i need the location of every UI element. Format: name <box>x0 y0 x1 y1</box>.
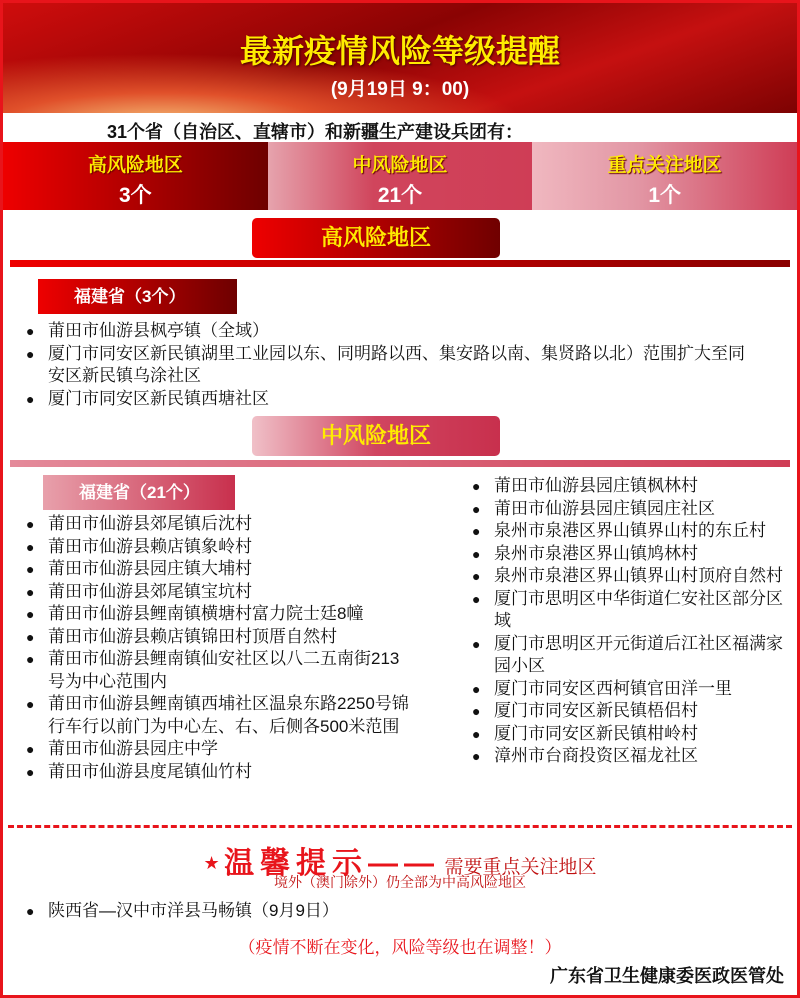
intro-text: 31个省（自治区、直辖市）和新疆生产建设兵团有： <box>107 122 524 142</box>
list-item: ● 莆田市仙游县赖店镇象岭村 <box>26 536 416 559</box>
list-item: ● 厦门市思明区开元街道后江社区福满家园小区 <box>472 633 787 678</box>
stat-label: 重点关注地区 <box>607 155 722 176</box>
list-item: ● 莆田市仙游县郊尾镇宝坑村 <box>26 581 416 604</box>
tip-title: 温馨提示—— <box>224 847 441 880</box>
list-item: ● 漳州市台商投资区福龙社区 <box>472 745 787 768</box>
tip-subtitle: 需要重点关注地区 <box>444 857 597 878</box>
star-icon: ★ <box>203 853 220 873</box>
province-label: 福建省（21个） <box>43 475 235 510</box>
list-item: ● 莆田市仙游县鲤南镇西埔社区温泉东路2250号锦行车行以前门为中心左、右、后侧各500米范围 <box>26 693 416 738</box>
page-title: 最新疫情风险等级提醒 <box>239 33 560 69</box>
stat-value: 3个 <box>118 184 152 207</box>
divider <box>10 260 790 267</box>
medium-risk-list-left <box>26 513 416 783</box>
focus-list <box>26 900 726 923</box>
stat-focus <box>532 142 797 210</box>
warning-note: （疫情不断在变化，风险等级也在调整！） <box>238 938 562 957</box>
list-item: ● 厦门市同安区新民镇西塘社区 <box>26 388 746 411</box>
divider <box>10 460 790 467</box>
stat-high <box>3 142 268 210</box>
stat-medium <box>268 142 533 210</box>
list-item: ● 莆田市仙游县赖店镇锦田村顶厝自然村 <box>26 626 416 649</box>
stat-value: 21个 <box>377 184 423 207</box>
list-item: ● 莆田市仙游县枫亭镇（全域） <box>26 320 746 343</box>
stat-value: 1个 <box>648 184 682 207</box>
issuer: 广东省卫生健康委医政医管处 <box>550 966 784 986</box>
list-item: ● 莆田市仙游县园庄中学 <box>26 738 416 761</box>
dashed-divider <box>8 825 792 828</box>
list-item: ● 莆田市仙游县郊尾镇后沈村 <box>26 513 416 536</box>
medium-risk-list-right <box>472 475 787 768</box>
list-item: ● 泉州市泉港区界山镇界山村的东丘村 <box>472 520 787 543</box>
list-item: ● 厦门市同安区新民镇柑岭村 <box>472 723 787 746</box>
list-item: ● 莆田市仙游县度尾镇仙竹村 <box>26 761 416 784</box>
list-item: ● 厦门市思明区中华街道仁安社区部分区域 <box>472 588 787 633</box>
section-high-banner: 高风险地区 <box>252 218 500 258</box>
list-item: ● 厦门市同安区新民镇湖里工业园以东、同明路以西、集安路以南、集贤路以北）范围扩大至同安区新民镇乌涂社区 <box>26 343 746 388</box>
list-item: ● 莆田市仙游县园庄镇大埔村 <box>26 558 416 581</box>
header <box>0 0 800 113</box>
province-label: 福建省（3个） <box>38 279 237 314</box>
list-item: ● 莆田市仙游县鲤南镇横塘村富力院士廷8幢 <box>26 603 416 626</box>
tip-note: 境外（澳门除外）仍全部为中高风险地区 <box>274 874 526 890</box>
list-item: ● 厦门市同安区西柯镇官田洋一里 <box>472 678 787 701</box>
list-item: ● 泉州市泉港区界山镇界山村顶府自然村 <box>472 565 787 588</box>
list-item: ● 莆田市仙游县园庄镇园庄社区 <box>472 498 787 521</box>
update-time: (9月19日 9：00) <box>330 79 470 100</box>
stat-label: 中风险地区 <box>352 155 448 176</box>
list-item: ● 厦门市同安区新民镇梧侣村 <box>472 700 787 723</box>
list-item: ● 莆田市仙游县鲤南镇仙安社区以八二五南街213号为中心范围内 <box>26 648 416 693</box>
list-item: ● 莆田市仙游县园庄镇枫林村 <box>472 475 787 498</box>
high-risk-list <box>26 320 746 410</box>
list-item: ● 泉州市泉港区界山镇鸠林村 <box>472 543 787 566</box>
list-item: ● 陕西省—汉中市洋县马畅镇（9月9日） <box>26 900 726 923</box>
stats-row <box>3 142 797 210</box>
section-medium-banner: 中风险地区 <box>252 416 500 456</box>
stat-label: 高风险地区 <box>87 155 183 176</box>
